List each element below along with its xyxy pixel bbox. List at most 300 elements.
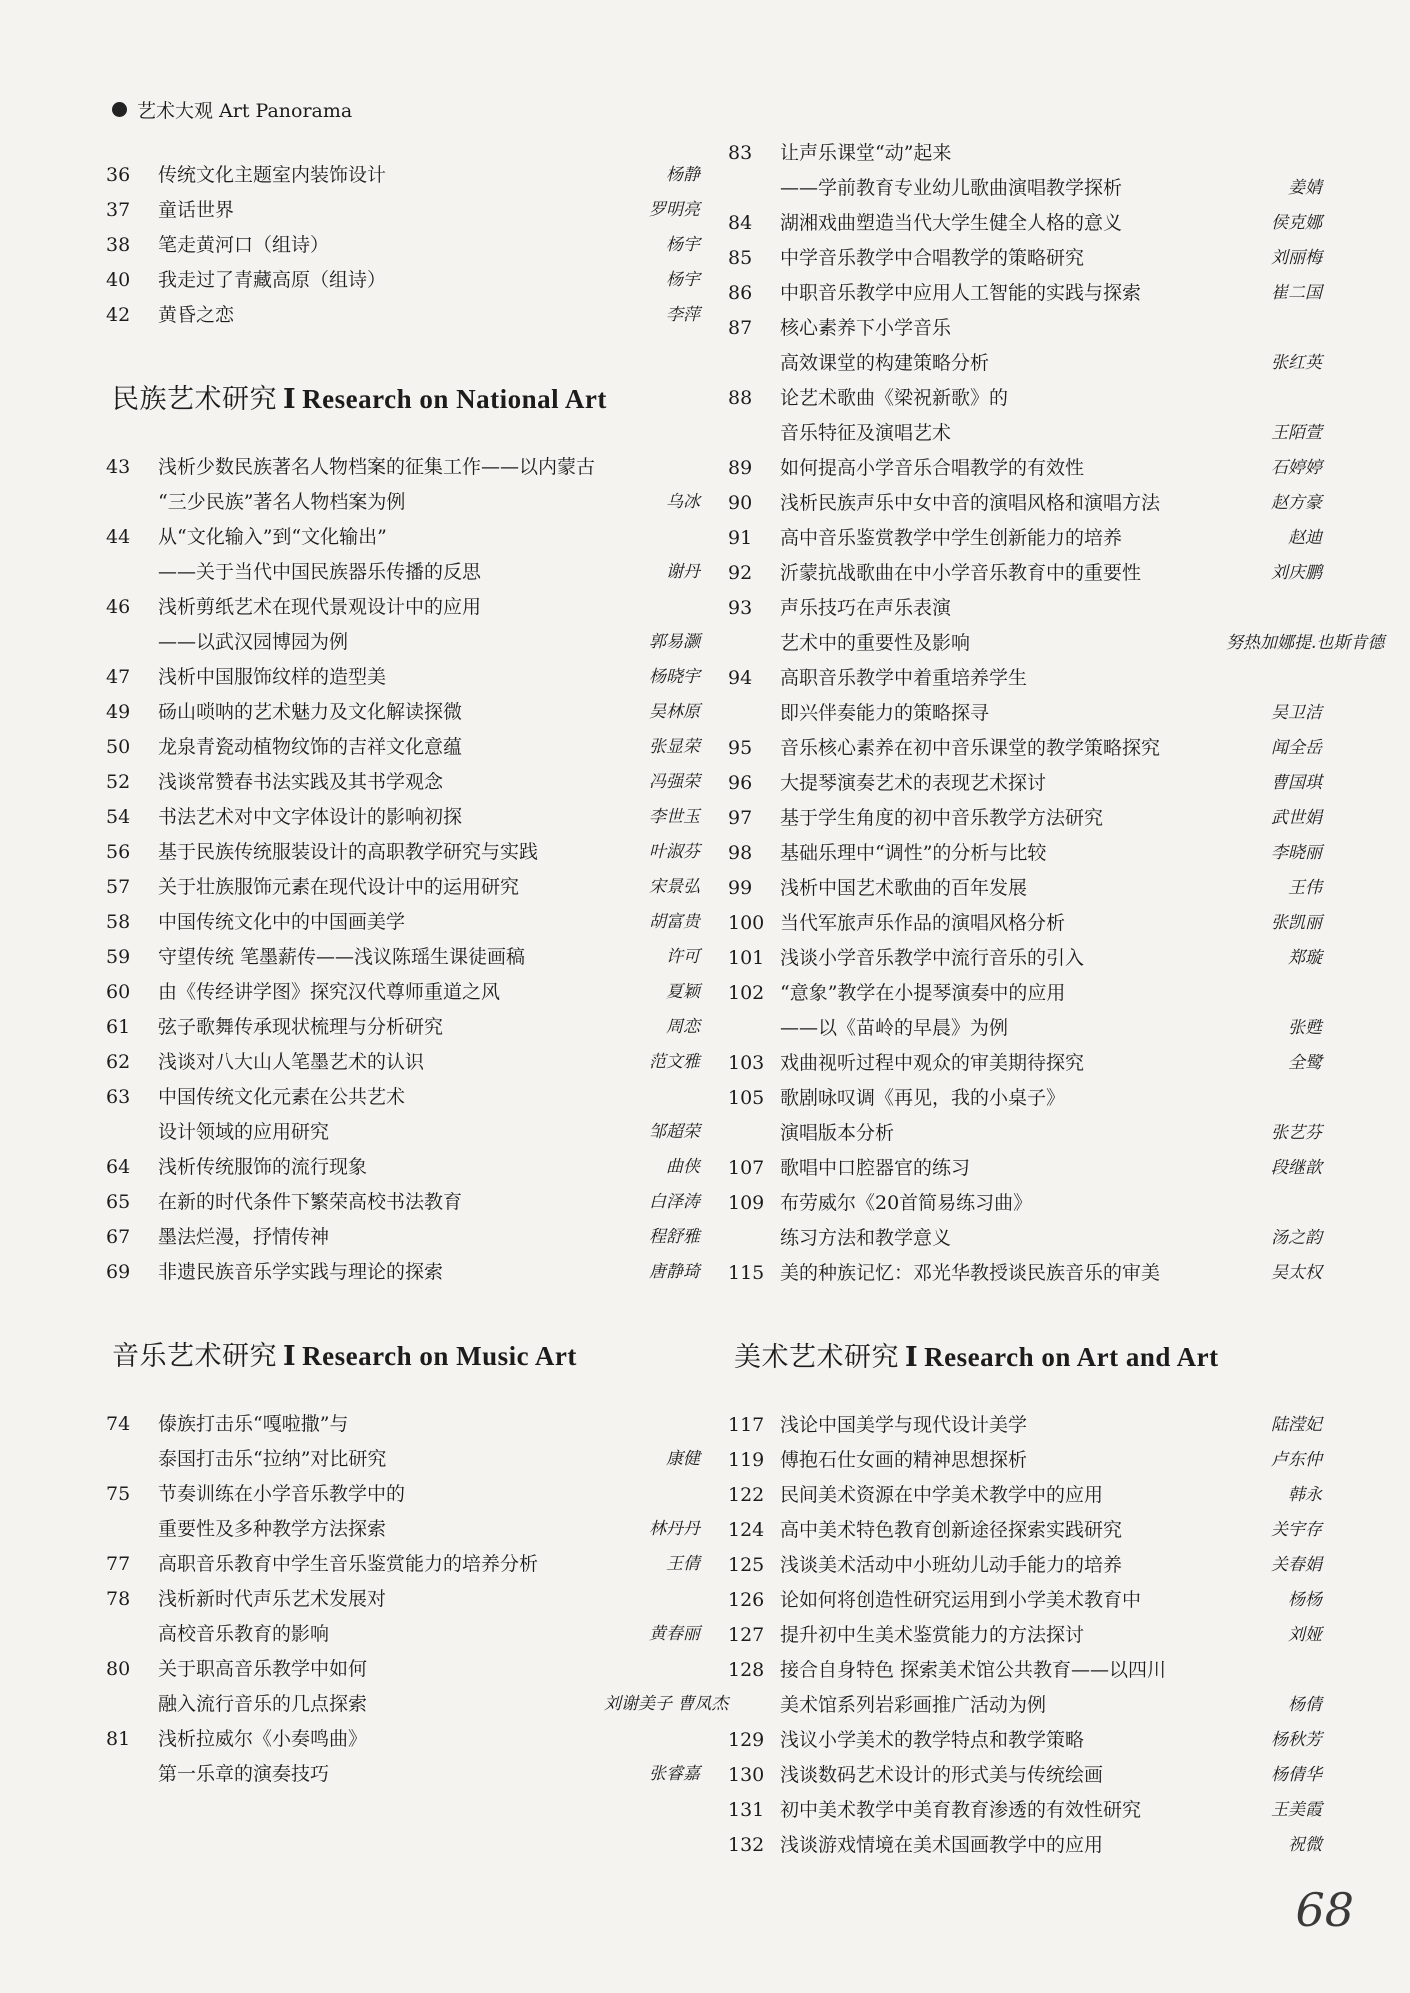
toc-entry[interactable] [100,158,700,193]
toc-entry[interactable] [722,1723,1322,1758]
entry-page-number: 94 [728,667,753,689]
toc-entry[interactable] [722,1618,1322,1653]
toc-entry[interactable] [100,1407,700,1477]
section-heading-en: Research on National Art [302,384,607,414]
entry-author: 邹超荣 [649,1122,700,1142]
toc-entry[interactable] [722,1081,1322,1151]
entry-author: 谢丹 [666,562,700,582]
entry-title-line: ——以《苗岭的早晨》为例 [780,1017,1009,1039]
entry-page-number: 109 [728,1192,765,1214]
toc-entry[interactable] [100,263,700,298]
entry-author: 杨晓宇 [649,667,700,687]
entry-page-number: 69 [106,1261,131,1283]
entry-author: 张甦 [1288,1018,1322,1038]
entry-page-number: 75 [106,1483,131,1505]
entry-title-line: 设计领域的应用研究 [158,1121,330,1143]
entry-page-number: 125 [728,1554,765,1576]
entry-page-number: 58 [106,911,131,933]
entry-title-line: 笔走黄河口（组诗） [158,234,330,256]
toc-entry[interactable] [722,906,1322,941]
entry-title [780,1548,1226,1583]
entry-title [780,1478,1226,1513]
page-number: 68 [1295,1883,1354,1937]
entry-title-line: 由《传经讲学图》探究汉代尊师重道之风 [158,981,501,1003]
entry-title [780,1723,1226,1758]
section-heading [112,1334,700,1373]
entry-title-line: 接合自身特色 探索美术馆公共教育——以四川 [780,1659,1167,1681]
toc-entry[interactable] [100,1080,700,1150]
entry-title-line: 中学音乐教学中合唱教学的策略研究 [780,247,1085,269]
toc-entry[interactable] [100,1010,700,1045]
entry-title-line: 高职音乐教学中着重培养学生 [780,667,1028,689]
entry-page-number: 81 [106,1728,131,1750]
entry-title-line: 浅析民族声乐中女中音的演唱风格和演唱方法 [780,492,1161,514]
toc-entry[interactable] [722,1793,1322,1828]
entry-title-line: 基础乐理中“调性”的分析与比较 [780,842,1047,864]
entry-title-line: “三少民族”著名人物档案为例 [158,491,406,513]
entry-title-line: 沂蒙抗战歌曲在中小学音乐教育中的重要性 [780,562,1142,584]
entry-page-number: 117 [728,1414,765,1436]
entry-title-line: 让声乐课堂“动”起来 [780,142,952,164]
toc-entry[interactable] [100,193,700,228]
entry-title-line: 守望传统 笔墨薪传——浅议陈瑶生课徒画稿 [158,946,526,968]
entry-page-number: 91 [728,527,753,549]
entry-title-line: “意象”教学在小提琴演奏中的应用 [780,982,1066,1004]
entry-title [780,1653,1226,1723]
entry-title-line: 浅谈小学音乐教学中流行音乐的引入 [780,947,1085,969]
entry-author: 赵方豪 [1271,493,1322,513]
toc-entry[interactable] [722,1828,1322,1863]
toc-entry[interactable] [100,1722,700,1792]
toc-entry[interactable] [722,521,1322,556]
entry-author: 杨倩 [1288,1695,1322,1715]
entry-title-line: 我走过了青藏高原（组诗） [158,269,387,291]
entry-title-line: 布劳威尔《20首简易练习曲》 [780,1192,1033,1214]
toc-entry[interactable] [722,136,1322,206]
toc-entry[interactable] [100,870,700,905]
toc-entry[interactable] [722,731,1322,766]
toc-entry[interactable] [722,241,1322,276]
entry-author: 曲侠 [666,1157,700,1177]
entry-page-number: 89 [728,457,753,479]
entry-page-number: 99 [728,877,753,899]
entry-page-number: 102 [728,982,765,1004]
entry-author: 郑璇 [1288,948,1322,968]
entry-title [780,766,1226,801]
toc-entry[interactable] [722,486,1322,521]
entry-title [158,835,604,870]
entry-title-line: 高效课堂的构建策略分析 [780,352,990,374]
entry-title-line: 关于壮族服饰元素在现代设计中的运用研究 [158,876,520,898]
entry-title [158,940,604,975]
entry-title [780,521,1226,556]
entry-author: 段继歆 [1271,1158,1322,1178]
entry-author: 李世玉 [649,807,700,827]
toc-entry[interactable] [100,660,700,695]
entry-page-number: 36 [106,164,131,186]
entry-author: 杨杨 [1288,1590,1322,1610]
toc-entry[interactable] [722,1583,1322,1618]
entry-title [780,1186,1226,1256]
entry-title-line: 节奏训练在小学音乐教学中的 [158,1483,406,1505]
entry-title-line: 当代军旅声乐作品的演唱风格分析 [780,912,1066,934]
entry-title [158,1220,604,1255]
toc-entry[interactable] [100,298,700,333]
toc-entry[interactable] [100,520,700,590]
toc-entry[interactable] [100,590,700,660]
entry-title-line: 美术馆系列岩彩画推广活动为例 [780,1694,1047,1716]
entry-author: 唐静琦 [649,1262,700,1282]
toc-entry[interactable] [722,1046,1322,1081]
entry-page-number: 97 [728,807,753,829]
entry-title-line: 声乐技巧在声乐表演 [780,597,952,619]
section-heading-separator: I [283,1341,297,1372]
entry-title [780,311,1226,381]
entry-title-line: ——学前教育专业幼儿歌曲演唱教学探析 [780,177,1123,199]
toc-entry[interactable] [100,1255,700,1290]
entry-title [158,800,604,835]
entry-page-number: 49 [106,701,131,723]
entry-title-line: ——以武汉园博园为例 [158,631,349,653]
entry-author: 吴林原 [649,702,700,722]
entry-author: 刘谢美子 曹凤杰 [604,1694,729,1714]
toc-entry[interactable] [722,311,1322,381]
entry-page-number: 63 [106,1086,131,1108]
toc-entry[interactable] [100,1150,700,1185]
entry-title [158,158,604,193]
toc-entry[interactable] [100,905,700,940]
entry-author: 关春娟 [1271,1555,1322,1575]
entry-author: 关宇存 [1271,1520,1322,1540]
toc-entry[interactable] [722,1408,1322,1443]
entry-page-number: 130 [728,1764,765,1786]
entry-author: 张凯丽 [1271,913,1322,933]
entry-page-number: 77 [106,1553,131,1575]
entry-title [780,801,1226,836]
entry-title-line: 书法艺术对中文字体设计的影响初探 [158,806,463,828]
entry-page-number: 57 [106,876,131,898]
entry-author: 康健 [666,1449,700,1469]
entry-author: 黄春丽 [649,1624,700,1644]
entry-author: 曹国琪 [1271,773,1322,793]
entry-title [158,660,604,695]
right-column [722,136,1385,1863]
entry-title-line: 浅析中国艺术歌曲的百年发展 [780,877,1028,899]
entry-title [780,1151,1226,1186]
entry-page-number: 42 [106,304,131,326]
entry-title-line: 黄昏之恋 [158,304,235,326]
toc-entry[interactable] [100,1582,700,1652]
entry-author: 刘娅 [1288,1625,1322,1645]
entry-title [158,1255,604,1290]
entry-title-line: 弦子歌舞传承现状梳理与分析研究 [158,1016,444,1038]
section-heading-cn: 民族艺术研究 [112,384,277,415]
entry-author: 许可 [666,947,700,967]
entry-title [780,1081,1226,1151]
section-heading [734,1335,1322,1374]
entry-title [158,695,604,730]
entry-author: 赵迪 [1288,528,1322,548]
toc-entry[interactable] [100,1185,700,1220]
entry-author: 张艺芬 [1271,1123,1322,1143]
entry-page-number: 103 [728,1052,765,1074]
entry-title [158,1185,604,1220]
entry-author: 张红英 [1271,353,1322,373]
entry-title [158,1477,604,1547]
entry-title-line: 龙泉青瓷动植物纹饰的吉祥文化意蕴 [158,736,463,758]
section-heading-cn: 音乐艺术研究 [112,1341,277,1372]
entry-author: 李萍 [666,305,700,325]
entry-page-number: 129 [728,1729,765,1751]
toc-entry[interactable] [100,1477,700,1547]
toc-entry[interactable] [100,695,700,730]
entry-title-line: 民间美术资源在中学美术教学中的应用 [780,1484,1104,1506]
entry-title-line: 高职音乐教育中学生音乐鉴赏能力的培养分析 [158,1553,539,1575]
entry-title [780,591,1226,661]
entry-page-number: 88 [728,387,753,409]
entry-title-line: 融入流行音乐的几点探索 [158,1693,368,1715]
entry-title [780,941,1226,976]
toc-entry[interactable] [722,591,1385,661]
entry-author: 侯克娜 [1271,213,1322,233]
entry-title-line: 初中美术教学中美育教育渗透的有效性研究 [780,1799,1142,1821]
entry-title [780,871,1226,906]
toc-entry[interactable] [722,976,1322,1046]
entry-title [158,1080,604,1150]
entry-page-number: 80 [106,1658,131,1680]
entry-page-number: 115 [728,1262,765,1284]
toc-entry[interactable] [722,836,1322,871]
toc-entry[interactable] [722,1256,1322,1291]
entry-page-number: 38 [106,234,131,256]
entry-title-line: 浅谈美术活动中小班幼儿动手能力的培养 [780,1554,1123,1576]
toc-entry[interactable] [722,451,1322,486]
toc-entry[interactable] [722,1478,1322,1513]
entry-page-number: 126 [728,1589,765,1611]
toc-entry[interactable] [100,1547,700,1582]
entry-author: 吴太权 [1271,1263,1322,1283]
entry-page-number: 61 [106,1016,131,1038]
section-heading-en: Research on Music Art [302,1341,577,1371]
running-head [112,96,352,123]
toc-entry[interactable] [722,871,1322,906]
entry-title-line: 美的种族记忆：邓光华教授谈民族音乐的审美 [780,1262,1161,1284]
entry-page-number: 62 [106,1051,131,1073]
entry-page-number: 101 [728,947,765,969]
toc-entry[interactable] [722,1758,1322,1793]
entry-page-number: 131 [728,1799,765,1821]
toc-entry[interactable] [722,556,1322,591]
entry-title [158,520,604,590]
entry-title-line: 基于民族传统服装设计的高职教学研究与实践 [158,841,539,863]
section-heading-cn: 美术艺术研究 [734,1342,899,1373]
entry-title-line: 高中美术特色教育创新途径探索实践研究 [780,1519,1123,1541]
toc-entry[interactable] [100,228,700,263]
entry-title-line: 音乐核心素养在初中音乐课堂的教学策略探究 [780,737,1161,759]
entry-title-line: 艺术中的重要性及影响 [780,632,971,654]
entry-title-line: 重要性及多种教学方法探索 [158,1518,387,1540]
entry-author: 杨宇 [666,235,700,255]
entry-page-number: 50 [106,736,131,758]
toc-entry[interactable] [100,1045,700,1080]
toc-entry[interactable] [100,940,700,975]
entry-author: 姜婧 [1288,178,1322,198]
entry-page-number: 65 [106,1191,131,1213]
toc-entry[interactable] [100,835,700,870]
entry-title [780,661,1226,731]
entry-author: 叶淑芬 [649,842,700,862]
toc-entry[interactable] [722,801,1322,836]
entry-author: 刘丽梅 [1271,248,1322,268]
toc-entry[interactable] [722,1186,1322,1256]
entry-page-number: 127 [728,1624,765,1646]
entry-author: 郭易灏 [649,632,700,652]
toc-entry[interactable] [100,1652,729,1722]
entry-page-number: 100 [728,912,765,934]
toc-entry[interactable] [722,276,1322,311]
entry-title-line: 浅析少数民族著名人物档案的征集工作——以内蒙古 [158,456,596,478]
toc-entry[interactable] [722,661,1322,731]
entry-title-line: 砀山唢呐的艺术魅力及文化解读探微 [158,701,463,723]
entry-page-number: 52 [106,771,131,793]
toc-entry[interactable] [100,765,700,800]
entry-author: 冯强荣 [649,772,700,792]
entry-title [780,206,1226,241]
entry-title [780,731,1226,766]
entry-author: 祝微 [1288,1835,1322,1855]
entry-page-number: 43 [106,456,131,478]
entry-title [780,1513,1226,1548]
entry-page-number: 40 [106,269,131,291]
entry-title-line: 湖湘戏曲塑造当代大学生健全人格的意义 [780,212,1123,234]
running-head-text: 艺术大观 Art Panorama [137,100,353,122]
entry-title [780,1793,1226,1828]
entry-title-line: 傣族打击乐“嘎啦撒”与 [158,1413,349,1435]
toc-entry[interactable] [100,975,700,1010]
entry-title [780,556,1226,591]
entry-author: 杨倩华 [1271,1765,1322,1785]
entry-page-number: 95 [728,737,753,759]
entry-title [780,486,1226,521]
entry-title [780,836,1226,871]
entry-page-number: 98 [728,842,753,864]
bullet-icon [112,102,127,117]
entry-page-number: 128 [728,1659,765,1681]
entry-page-number: 60 [106,981,131,1003]
entry-page-number: 93 [728,597,753,619]
entry-title-line: 浅谈常赞春书法实践及其书学观念 [158,771,444,793]
entry-title [780,1256,1226,1291]
entry-title [158,298,604,333]
entry-title [780,1443,1226,1478]
toc-entry[interactable] [722,1548,1322,1583]
entry-page-number: 78 [106,1588,131,1610]
entry-page-number: 67 [106,1226,131,1248]
entry-title [780,136,1226,206]
section-heading-separator: I [905,1342,919,1373]
entry-page-number: 90 [728,492,753,514]
entry-author: 刘庆鹏 [1271,563,1322,583]
entry-title-line: 关于职高音乐教学中如何 [158,1658,368,1680]
entry-title [158,1547,604,1582]
entry-title-line: 音乐特征及演唱艺术 [780,422,952,444]
toc-entry[interactable] [722,206,1322,241]
entry-title-line: 如何提高小学音乐合唱教学的有效性 [780,457,1085,479]
entry-title-line: 浅谈数码艺术设计的形式美与传统绘画 [780,1764,1104,1786]
entry-title [780,1618,1226,1653]
entry-title [780,381,1226,451]
entry-author: 胡富贵 [649,912,700,932]
toc-entry[interactable] [722,1443,1322,1478]
entry-author: 杨秋芳 [1271,1730,1322,1750]
toc-entry[interactable] [100,730,700,765]
toc-entry[interactable] [100,1220,700,1255]
entry-title [158,193,604,228]
entry-author: 吴卫洁 [1271,703,1322,723]
entry-title-line: 高中音乐鉴赏教学中学生创新能力的培养 [780,527,1123,549]
entry-author: 崔二国 [1271,283,1322,303]
entry-title-line: 核心素养下小学音乐 [780,317,952,339]
entry-title-line: 中国传统文化中的中国画美学 [158,911,406,933]
entry-title [158,730,604,765]
entry-page-number: 96 [728,772,753,794]
entry-title [780,451,1226,486]
entry-title-line: 浅议小学美术的教学特点和教学策略 [780,1729,1085,1751]
entry-title-line: 基于学生角度的初中音乐教学方法研究 [780,807,1104,829]
toc-entry[interactable] [100,800,700,835]
entry-title-line: 浅析传统服饰的流行现象 [158,1156,368,1178]
entry-title [158,1722,604,1792]
toc-entry[interactable] [722,766,1322,801]
entry-title-line: 论艺术歌曲《梁祝新歌》的 [780,387,1009,409]
entry-title [158,765,604,800]
entry-title [780,1758,1226,1793]
toc-entry[interactable] [722,381,1322,451]
entry-title [158,590,604,660]
section-heading-separator: I [283,384,297,415]
entry-title-line: 传统文化主题室内装饰设计 [158,164,387,186]
toc-entry[interactable] [722,1513,1322,1548]
entry-title-line: 高校音乐教育的影响 [158,1623,330,1645]
entry-title [158,975,604,1010]
toc-entry[interactable] [722,941,1322,976]
entry-title-line: 浅谈对八大山人笔墨艺术的认识 [158,1051,425,1073]
entry-title-line: 浅谈游戏情境在美术国画教学中的应用 [780,1834,1104,1856]
entry-title [780,1408,1226,1443]
entry-author: 周恋 [666,1017,700,1037]
entry-title [158,228,604,263]
entry-author: 闻全岳 [1271,738,1322,758]
entry-page-number: 132 [728,1834,765,1856]
toc-entry[interactable] [722,1653,1322,1723]
entry-title [780,1828,1226,1863]
entry-page-number: 54 [106,806,131,828]
entry-title-line: 论如何将创造性研究运用到小学美术教育中 [780,1589,1142,1611]
toc-entry[interactable] [722,1151,1322,1186]
entry-title-line: 歌剧咏叹调《再见，我的小桌子》 [780,1087,1066,1109]
entry-author: 宋景弘 [649,877,700,897]
entry-title-line: 练习方法和教学意义 [780,1227,952,1249]
toc-entry[interactable] [100,450,700,520]
entry-title-line: 墨法烂漫，抒情传神 [158,1226,330,1248]
entry-title-line: 大提琴演奏艺术的表现艺术探讨 [780,772,1047,794]
entry-title [158,263,604,298]
entry-title-line: 从“文化输入”到“文化输出” [158,526,387,548]
entry-page-number: 124 [728,1519,765,1541]
entry-title-line: 浅论中国美学与现代设计美学 [780,1414,1028,1436]
entry-author: 乌冰 [666,492,700,512]
entry-author: 王陌萱 [1271,423,1322,443]
